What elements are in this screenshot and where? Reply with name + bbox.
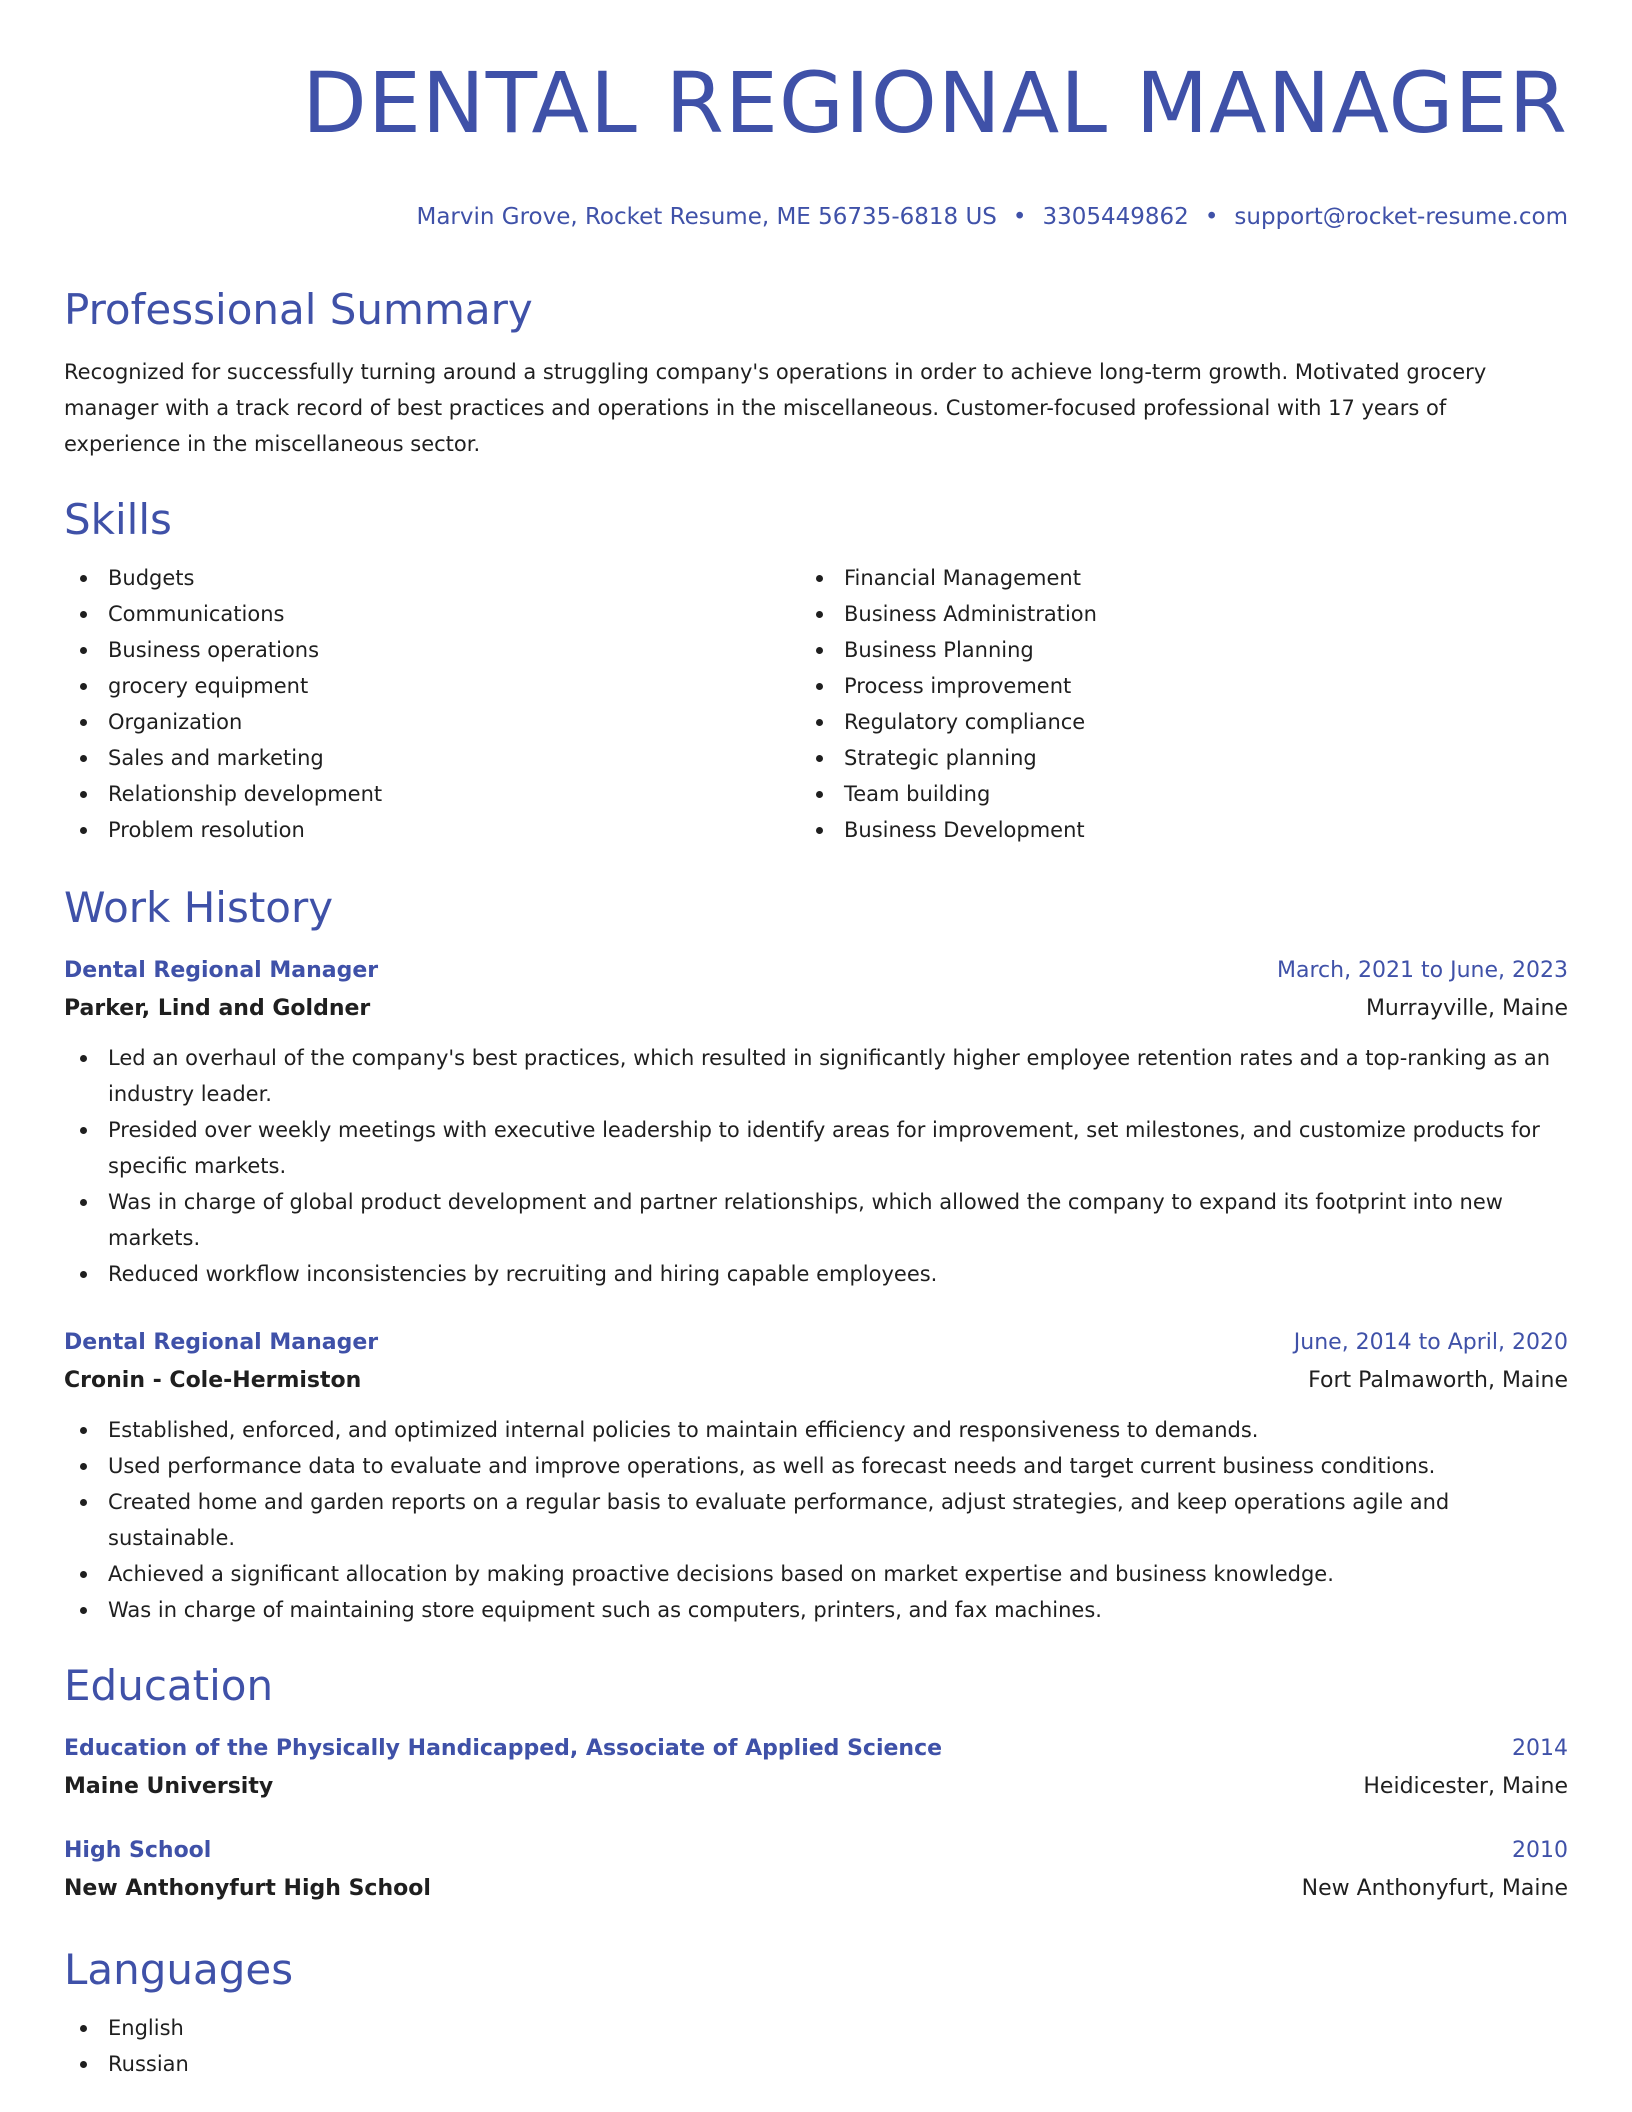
skill-item: Business Development [800,812,1536,848]
contact-email[interactable]: support@rocket-resume.com [1234,204,1568,230]
skills-column-right [800,560,1536,848]
language-item: Russian [64,2046,1568,2082]
education-entry [64,1836,1568,1904]
education-year: 2014 [1512,1736,1568,1761]
job-bullet: Used performance data to evaluate and improve operations, as well as forecast needs and target current business conditions. [64,1448,1568,1484]
skill-item: Business Administration [800,596,1536,632]
education-heading: Education [64,1661,274,1710]
language-item: English [64,2010,1568,2046]
job-bullet: Reduced workflow inconsistencies by recruiting and hiring capable employees. [64,1256,1568,1292]
skill-item: Budgets [64,560,800,596]
job-bullet: Was in charge of global product development and partner relationships, which allowed the company to expand its footprint into new markets. [64,1184,1568,1256]
languages-list [64,2010,1568,2082]
skill-item: Communications [64,596,800,632]
skill-item: Team building [800,776,1536,812]
education-entry [64,1734,1568,1802]
job-role: Dental Regional Manager [64,958,379,983]
education-location: New Anthonyfurt, Maine [1301,1876,1568,1901]
skill-item: Regulatory compliance [800,704,1536,740]
languages-heading: Languages [64,1945,294,1994]
skill-item: Business operations [64,632,800,668]
skills-grid [64,560,1568,848]
education-year: 2010 [1512,1838,1568,1863]
work-history-heading: Work History [64,883,334,932]
summary-text: Recognized for successfully turning around a struggling company's operations in order to achieve long-term growth. Motivated grocery manager with a track record of best practices and operations in the miscellaneous. Customer-focused professional with 17 years of experience in the miscellaneous sector. [64,360,1487,456]
contact-separator: • [1012,204,1027,230]
job-bullet: Was in charge of maintaining store equipment such as computers, printers, and fax machines. [64,1592,1568,1628]
job-bullets [64,1412,1568,1628]
contact-address: Marvin Grove, Rocket Resume, ME 56735-6818 US [416,204,997,230]
skills-column-left [64,560,800,848]
job-location: Fort Palmaworth, Maine [1308,1368,1568,1393]
job-bullet: Created home and garden reports on a regular basis to evaluate performance, adjust strategies, and keep operations agile and sustainable. [64,1484,1568,1556]
job-company: Parker, Lind and Goldner [64,996,371,1021]
education-degree: Education of the Physically Handicapped, Associate of Applied Science [64,1736,943,1761]
job-role: Dental Regional Manager [64,1330,379,1355]
contact-separator: • [1204,204,1219,230]
job-bullets [64,1040,1568,1292]
education-school: Maine University [64,1774,274,1799]
skill-item: Organization [64,704,800,740]
job-bullet: Achieved a significant allocation by making proactive decisions based on market expertise and business knowledge. [64,1556,1568,1592]
skill-item: Financial Management [800,560,1536,596]
summary-heading: Professional Summary [64,285,533,334]
skill-item: Process improvement [800,668,1536,704]
skill-item: Sales and marketing [64,740,800,776]
job-dates: June, 2014 to April, 2020 [1293,1330,1568,1355]
job-bullet: Established, enforced, and optimized internal policies to maintain efficiency and responsiveness to demands. [64,1412,1568,1448]
education-location: Heidicester, Maine [1363,1774,1568,1799]
skill-item: Relationship development [64,776,800,812]
education-school: New Anthonyfurt High School [64,1876,431,1901]
education-degree: High School [64,1838,212,1863]
job-entry [64,956,1568,1292]
skill-item: Problem resolution [64,812,800,848]
job-location: Murrayville, Maine [1365,996,1568,1021]
job-bullet: Led an overhaul of the company's best practices, which resulted in significantly higher employee retention rates and a top-ranking as an industry leader. [64,1040,1568,1112]
job-bullet: Presided over weekly meetings with executive leadership to identify areas for improvement, set milestones, and customize products for specific markets. [64,1112,1568,1184]
resume-title: DENTAL REGIONAL MANAGER [302,54,1568,152]
contact-phone[interactable]: 3305449862 [1042,204,1189,230]
skill-item: Business Planning [800,632,1536,668]
skills-heading: Skills [64,495,172,544]
job-entry [64,1328,1568,1628]
job-company: Cronin - Cole-Hermiston [64,1368,362,1393]
job-dates: March, 2021 to June, 2023 [1277,958,1568,983]
skill-item: grocery equipment [64,668,800,704]
contact-line [64,202,1568,232]
skill-item: Strategic planning [800,740,1536,776]
